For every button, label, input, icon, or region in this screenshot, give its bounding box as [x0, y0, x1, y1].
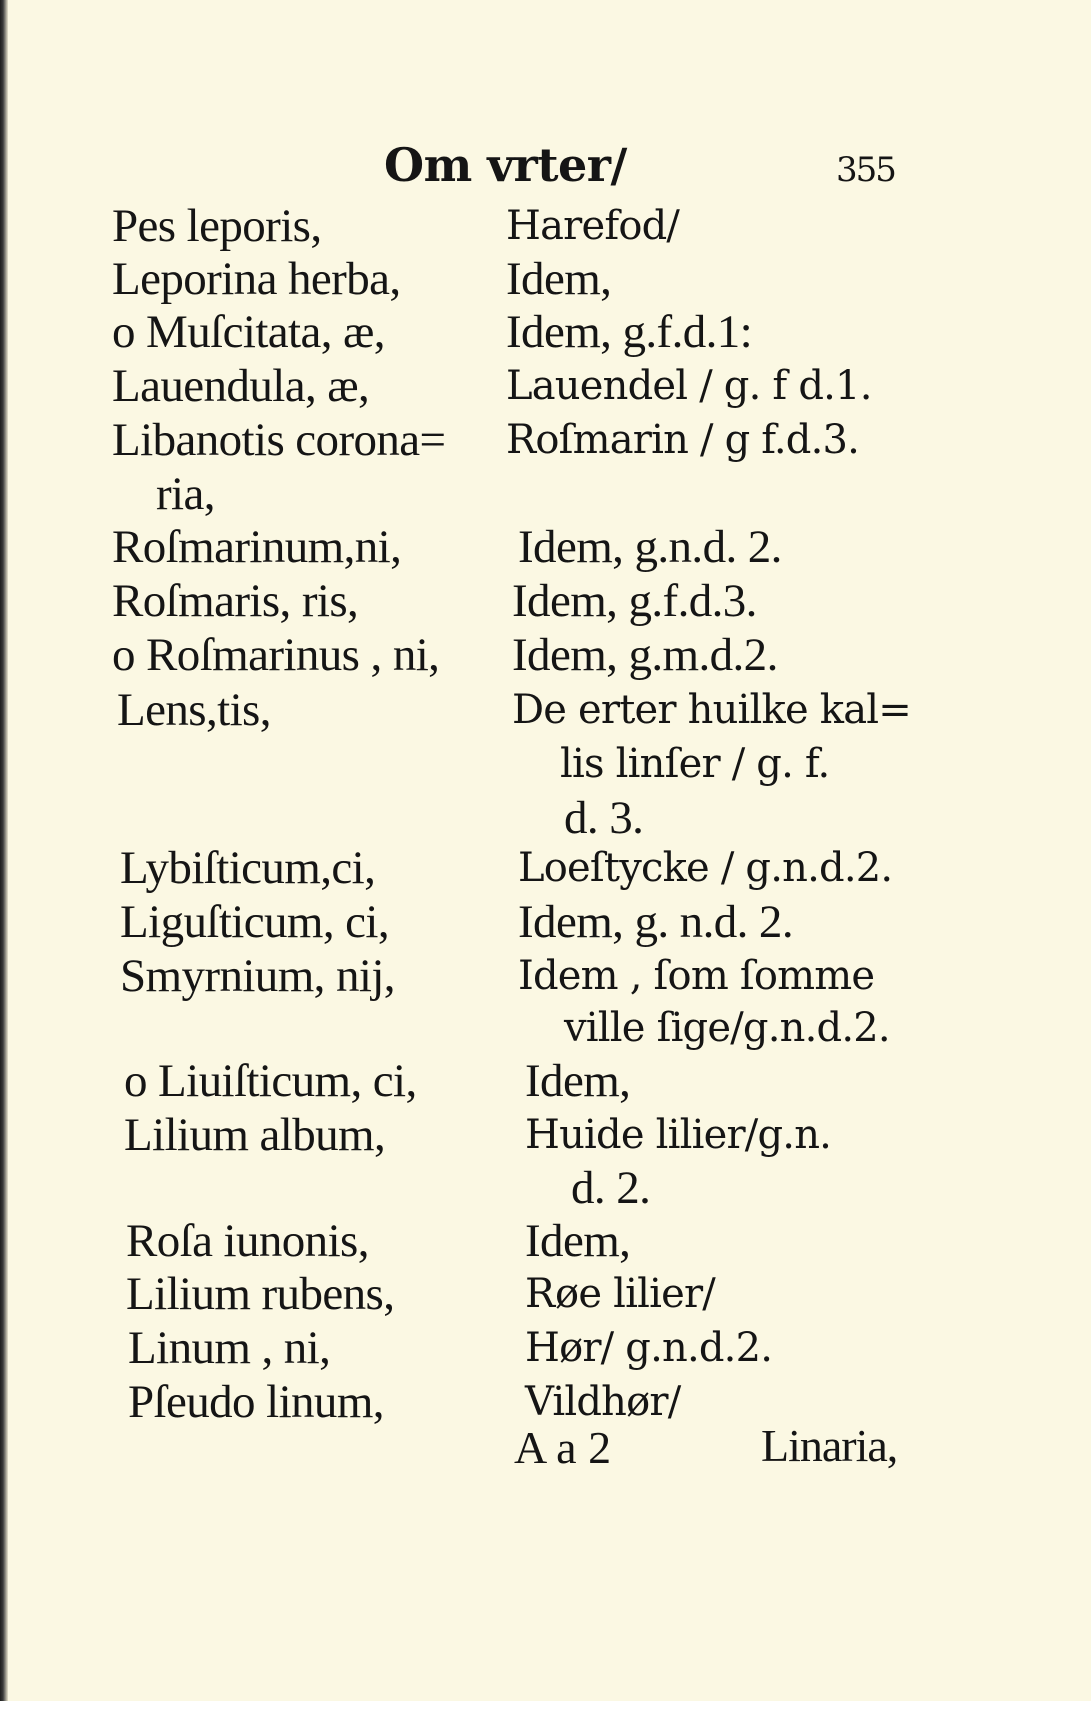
latin-term: ria,: [156, 468, 215, 520]
latin-term: o Liuiſticum, ci,: [124, 1055, 417, 1107]
danish-gloss: Idem, g.f.d.1:: [506, 306, 753, 358]
danish-gloss: Roſmarin / g f.d.3.: [506, 417, 860, 463]
danish-gloss: ville ſige/g.n.d.2.: [564, 1005, 890, 1051]
danish-gloss: Huide lilier/g.n.: [525, 1112, 832, 1158]
latin-term: Roſmaris, ris,: [112, 575, 359, 627]
latin-term: Lens,tis,: [117, 684, 271, 736]
running-title: Om vrter/: [384, 138, 627, 192]
danish-gloss: d. 2.: [571, 1162, 651, 1214]
danish-gloss: Harefod/: [506, 203, 680, 249]
latin-term: Smyrnium, nij,: [120, 950, 395, 1002]
danish-gloss: Idem, g.n.d. 2.: [518, 521, 782, 573]
danish-gloss: Vildhør/: [525, 1379, 681, 1425]
danish-gloss: Hør/ g.n.d.2.: [525, 1325, 773, 1371]
latin-term: Lauendula, æ,: [112, 360, 370, 412]
latin-term: o Muſcitata, æ,: [112, 306, 385, 358]
danish-gloss: Idem, g. n.d. 2.: [518, 896, 793, 948]
danish-gloss: Loeſtycke / g.n.d.2.: [518, 845, 893, 891]
latin-term: Pes leporis,: [112, 200, 322, 252]
latin-term: Roſa iunonis,: [126, 1215, 369, 1267]
scan-bottom-margin: [0, 1701, 1091, 1717]
danish-gloss: Røe lilier/: [525, 1271, 715, 1317]
catchword: Linaria,: [761, 1420, 898, 1471]
danish-gloss: Idem, g.m.d.2.: [512, 629, 778, 681]
danish-gloss: Idem,: [525, 1055, 631, 1107]
latin-term: o Roſmarinus , ni,: [112, 629, 440, 681]
latin-term: Liguſticum, ci,: [120, 896, 390, 948]
danish-gloss: Lauendel / g. f d.1.: [506, 363, 872, 409]
danish-gloss: Idem,: [525, 1215, 631, 1267]
latin-term: Pſeudo linum,: [128, 1376, 384, 1428]
latin-term: Roſmarinum,ni,: [112, 521, 402, 573]
danish-gloss: d. 3.: [564, 792, 644, 844]
danish-gloss: Idem , ſom ſomme: [518, 953, 875, 999]
latin-term: Lybiſticum,ci,: [120, 842, 376, 894]
danish-gloss: Idem, g.f.d.3.: [512, 575, 757, 627]
danish-gloss: De erter huilke kal=: [512, 687, 911, 733]
latin-term: Libanotis corona=: [112, 414, 446, 466]
danish-gloss: lis linſer / g. f.: [560, 741, 830, 787]
latin-term: Lilium album,: [124, 1109, 386, 1161]
latin-term: Linum , ni,: [128, 1322, 331, 1374]
latin-term: Leporina herba,: [112, 253, 401, 305]
page-number: 355: [836, 150, 895, 190]
latin-term: Lilium rubens,: [126, 1268, 395, 1320]
signature-mark: A a 2: [514, 1422, 612, 1473]
page-edge-shadow: [0, 0, 8, 1717]
danish-gloss: Idem,: [506, 253, 612, 305]
